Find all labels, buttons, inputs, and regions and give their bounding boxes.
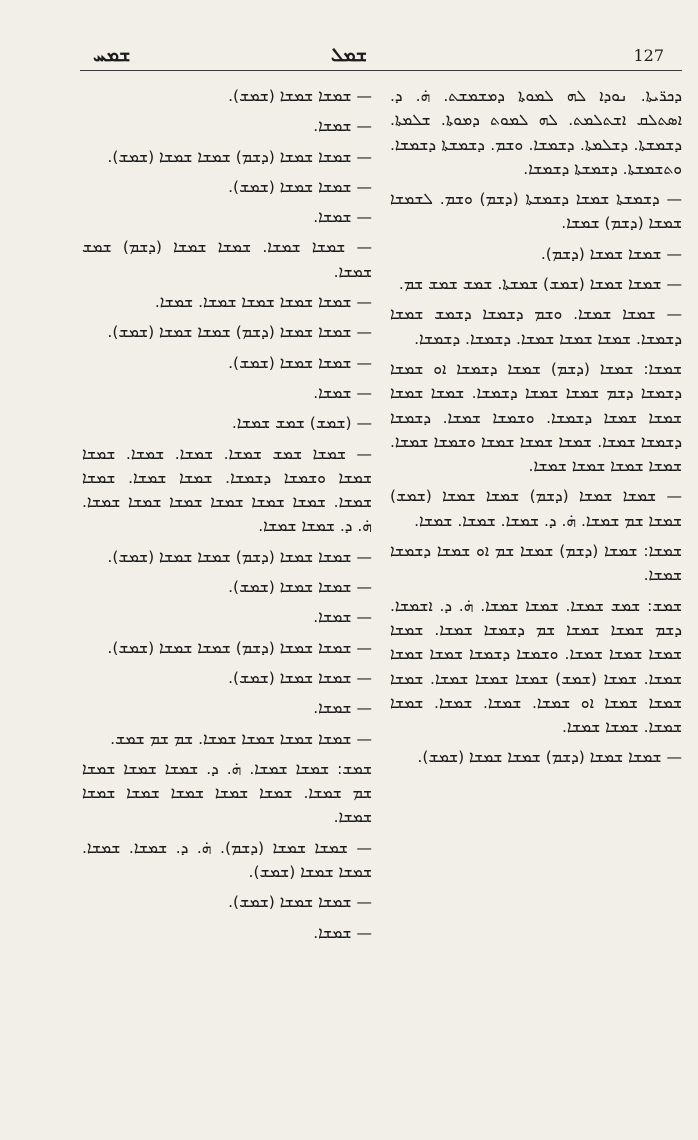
page-header — [0, 44, 698, 68]
dictionary-entry: — ܫܡܫܐ ܫܡܫܐ (ܕܫܡ). — [540, 244, 682, 263]
dictionary-entry: — ܫܡܫܐ ܫܡܫܐ (ܫܡܫ). — [228, 578, 372, 597]
dictionary-entry: — ܫܡܫܐ ܫܡܫܐ (ܕܫܡ) ܫܡܫܐ ܫܡܫܐ (ܫܡܫ). — [107, 147, 372, 166]
running-head-left: ܫܡܚ — [93, 44, 131, 66]
dictionary-entry: — ܫܡܫܐ ܫܡܫܐ (ܕܫܡ) ܫܡܫܐ ܫܡܫܐ (ܫܡܫ). — [107, 323, 372, 342]
dictionary-entry: — ܫܡܫܐ ܫܡܫܐ (ܕܫܡ) ܫܡܫܐ ܫܡܫܐ (ܫܡܫ). — [107, 638, 372, 657]
dictionary-entry: — ܫܡܫܐ ܫܡܫܐ (ܕܫܡ) ܫܡܫܐ ܫܡܫܐ (ܫܡܫ). — [107, 547, 372, 566]
dictionary-entry: — ܫܡܫܐ ܫܡܫܐ. ܫܡܫܐ ܫܡܫܐ (ܕܫܡ) ܫܡܫ ܫܡܫܐ. — [82, 238, 372, 281]
dictionary-entry: — ܫܡܫܐ. — [313, 923, 372, 942]
dictionary-entry: ܫܡܫܐ: ܫܡܫܐ (ܕܫܡ) ܫܡܫܐ ܕܫܡܫܐ ܐܘ ܫܡܫܐ ܕܫܡܫܐ ܕܫܡ ܫܡܫܐ ܫܡܫܐ ܕܫܡܫܐ. ܫܡܫܐ ܫܡܫܐ ܫܡܫܐ ܫܡܫܐ ܕܫܡܫܐ. ܘܫܡܫܐ ܫܡܫܐ. ܕܫܡܫܐ ܕܫܡܫܐ ܫܡܫܐ. ܫܡܫܐ ܫܡܫܐ ܫܡܫܐ ܘܫܡܫܐ ܫܡܫܐ. ܫܡܫܐ ܫܡܫܐ ܫܡܫܐ ܫܡܫܐ. — [390, 359, 682, 476]
dictionary-entry: — ܫܡܫܐ ܫܡܫܐ ܫܡܫܐ ܫܡܫܐ. ܫܡܫܐ. — [154, 293, 372, 312]
dictionary-entry: — ܫܡܫܐ ܫܡܫܐ (ܕܫܡ). ܗ̇. ܕ. ܫܡܫܐ. ܫܡܫܐ. ܫܡܫܐ ܫܡܫܐ (ܫܡܫ). — [82, 838, 372, 882]
running-head-center: ܫܡܠ — [331, 44, 367, 66]
dictionary-entry: — ܫܡܫܐ ܫܡܫܐ ܫܡܫܐ ܫܡܫܐ. ܫܡ ܫܡ ܫܡܫ. — [110, 729, 372, 748]
dictionary-entry: — ܫܡܫܐ ܫܡܫܐ. ܘܫܡ ܕܫܡܫܐ ܕܫܡܫ ܫܡܫܐ ܕܫܡܫܐ. ܫܡܫܐ ܫܡܫܐ ܫܡܫܐ. ܕܫܡܫܐ. ܕܫܡܫܐ. — [390, 305, 682, 348]
dictionary-entry: — ܫܡܫܐ ܫܡܫܐ (ܫܡܫ) ܫܡܫܬܐ. ܫܡܫ ܫܡܫ ܫܡ. — [398, 275, 682, 294]
dictionary-entry: — (ܫܡܫ) ܫܡܫ ܫܡܫܐ. — [231, 414, 372, 433]
dictionary-entry: ܫܡܫ: ܫܡܫܐ ܫܡܫܐ. ܗ̇. ܕ. ܫܡܫܐ ܫܡܫܐ ܫܡܫܐ ܫܡ ܫܡܫܐ. ܫܡܫܐ ܫܡܫܐ ܫܡܫܐ ܫܡܫܐ ܫܡܫܐ ܫܡܫܐ. — [82, 759, 372, 827]
dictionary-entry: — ܫܡܫܐ ܫܡܫܐ (ܫܡܫ). — [228, 353, 372, 372]
dictionary-entry: — ܫܡܫܐ. — [313, 208, 372, 227]
dictionary-entry: — ܫܡܫܐ ܫܡܫܐ (ܫܡܫ). — [228, 668, 372, 687]
dictionary-entry: — ܫܡܫܐ. — [313, 383, 372, 402]
page-number: 127 — [633, 46, 664, 65]
dictionary-entry: ܕܟܪ̈ܝܬܐ. ܢܘܕܐ ܠܗ ܠܡܘܬܐ ܕܡܫܡܫܬ. ܗ̇. ܕ. ܐܣܬܠܩ ܐܫܬܠܡܬ. ܠܗ ܠܡܘܬ ܕܡܘܬܐ. ܫܠܡܬܐ. ܕܫܡܫܬܐ. ܕܫܠܡܬܐ. ܕܫܡܫܐ. ܘܫܡ. ܕܫܡܫܬܐ ܕܫܡܫܐ. ܘܬܫܡܫܬܐ. ܕܫܡܫܬܐ ܕܫܡܫܐ. — [390, 87, 682, 178]
dictionary-entry: — ܕܫܡܫܬܐ ܫܡܫܐ ܕܫܡܫܬܐ (ܕܫܡ) ܘܫܡ. ܠܫܡܫܐ ܫܡܫܐ (ܕܫܡ) ܫܡܫܐ. — [390, 190, 682, 233]
header-rule — [80, 70, 682, 71]
dictionary-entry: — ܫܡܫܐ ܫܡܫܐ (ܕܫܡ) ܫܡܫܐ ܫܡܫܐ (ܫܡܫ). — [417, 748, 682, 767]
dictionary-entry: — ܫܡܫܐ ܫܡܫܐ (ܫܡܫ). — [228, 177, 372, 196]
right-column — [390, 84, 682, 776]
dictionary-entry: — ܫܡܫܐ ܫܡܫ ܫܡܫܐ. ܫܡܫܐ. ܫܡܫܐ. ܫܡܫܐ ܫܡܫܐ ܘܫܡܫܐ ܕܫܡܫܐ. ܫܡܫܐ ܫܡܫܐ. ܫܡܫܐ ܫܡܫܐ. ܫܡܫܐ ܫܡܫܐ ܫܡܫܐ ܫܡܫܐ ܫܡܫܐ ܫܡܫܐ. ܗ̇. ܕ. ܫܡܫܐ ܫܡܫܐ. — [82, 444, 372, 536]
dictionary-entry: — ܫܡܫܐ. — [313, 608, 372, 627]
left-column — [82, 84, 372, 951]
dictionary-entry: — ܫܡܫܐ. — [313, 117, 372, 136]
dictionary-entry: — ܫܡܫܐ ܫܡܫܐ (ܕܫܡ) ܫܡܫܐ ܫܡܫܐ (ܫܡܫ) ܫܡܫܐ ܫܡ ܫܡܫܐ. ܗ̇. ܕ. ܫܡܫܐ. ܫܡܫܐ. ܫܡܫܐ. — [390, 487, 682, 530]
dictionary-entry: ܫܡܫܐ: ܫܡܫܐ (ܕܫܡ) ܫܡܫܐ ܫܡ ܐܘ ܫܡܫܐ ܕܫܡܫܐ ܫܡܫܐ. — [390, 542, 682, 585]
dictionary-entry: — ܫܡܫܐ ܫܡܫܐ (ܫܡܫ). — [228, 87, 372, 105]
dictionary-entry: — ܫܡܫܐ ܫܡܫܐ (ܫܡܫ). — [228, 893, 372, 912]
dictionary-entry: ܫܡܫ: ܫܡܫ ܫܡܫܐ. ܫܡܫܐ ܫܡܫܐ. ܗ̇. ܕ. ܐܫܡܫܐ. ܕܫܡ ܫܡܫܐ ܫܡܫܐ ܫܡ ܕܫܡܫܐ ܫܡܫܐ. ܫܡܫܐ ܫܡܫܐ ܫܡܫܐ ܫܡܫܐ. ܘܫܡܫܐ ܕܫܡܫܐ ܫܡܫܐ ܫܡܫܐ ܫܡܫܐ. ܫܡܫܐ (ܫܡܫ) ܫܡܫܐ ܫܡܫܐ ܫܡܫܐ. ܫܡܫܐ ܫܡܫܐ ܫܡܫܐ ܐܘ ܫܡܫܐ. ܫܡܫܐ. ܫܡܫܐ. ܫܡܫܐ ܫܡܫܐ. ܫܡܫܐ ܫܡܫܐ. — [390, 596, 682, 737]
dictionary-entry: — ܫܡܫܐ. — [313, 699, 372, 718]
